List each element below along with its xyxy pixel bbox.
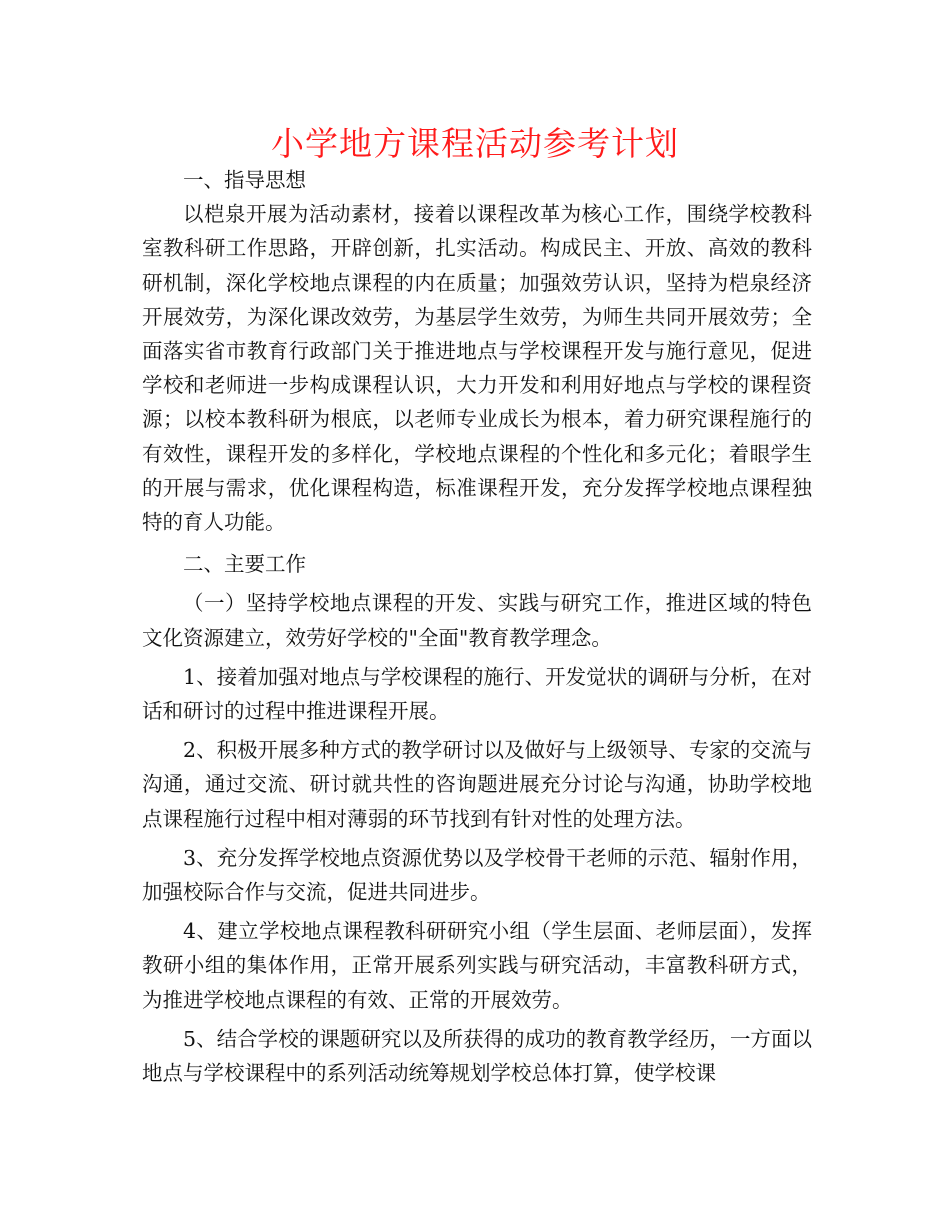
list-item-5: 5、结合学校的课题研究以及所获得的成功的教育教学经历，一方面以地点与学校课程中的系列活动统筹规划学校总体打算，使学校课: [142, 1026, 812, 1086]
list-item-2: 2、积极开展多种方式的教学研讨以及做好与上级领导、专家的交流与沟通，通过交流、研讨就共性的咨询题进展充分讨论与沟通，协助学校地点课程施行过程中相对薄弱的环节找到有针对性的处理方法。: [142, 738, 812, 831]
subsection-1: （一）坚持学校地点课程的开发、实践与研究工作，推进区域的特色文化资源建立，效劳好学校的"全面"教育教学理念。: [142, 591, 812, 650]
document-body: [142, 163, 812, 1090]
list-item-3: 3、充分发挥学校地点资源优势以及学校骨干老师的示范、辐射作用，加强校际合作与交流，促进共同进步。: [142, 845, 812, 905]
section-heading-main-work: 二、主要工作: [183, 552, 306, 577]
list-item-1: 1、接着加强对地点与学校课程的施行、开发觉状的调研与分析，在对话和研讨的过程中推进课程开展。: [142, 664, 812, 724]
section-heading-guiding-ideology: 一、指导思想: [183, 168, 306, 192]
list-item-4: 4、建立学校地点课程教科研研究小组（学生层面、老师层面），发挥教研小组的集体作用，正常开展系列实践与研究活动，丰富教科研方式，为推进学校地点课程的有效、正常的开展效劳。: [142, 919, 812, 1012]
paragraph-guiding-ideology: 以桤泉开展为活动素材，接着以课程改革为核心工作，围绕学校教科室教科研工作思路，开辟创新，扎实活动。构成民主、开放、高效的教科研机制，深化学校地点课程的内在质量；加强效劳认识，坚持为桤泉经济开展效劳，为深化课改效劳，为基层学生效劳，为师生共同开展效劳；全面落实省市教育行政部门关于推进地点与学校课程开发与施行意见，促进学校和老师进一步构成课程认识，大力开发和利用好地点与学校的课程资源；以校本教科研为根底，以老师专业成长为根本，着力研究课程施行的有效性，课程开发的多样化，学校地点课程的个性化和多元化；着眼学生的开展与需求，优化课程构造，标准课程开发，充分发挥学校地点课程独特的育人功能。: [142, 202, 812, 535]
document-title: 小学地方课程活动参考计划: [271, 124, 679, 163]
